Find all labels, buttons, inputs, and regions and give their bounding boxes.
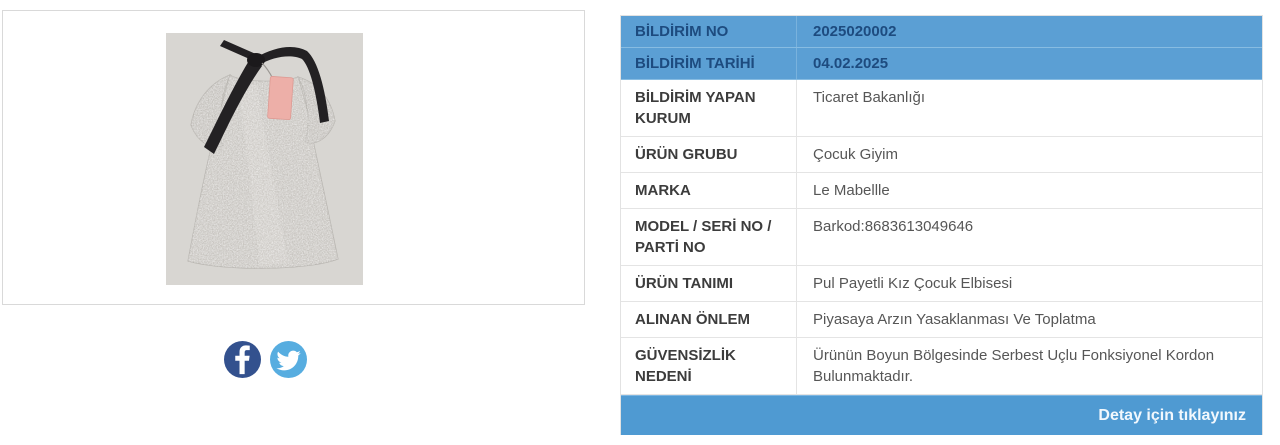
- recall-table: [620, 15, 1263, 435]
- row-label: BİLDİRİM YAPAN KURUM: [635, 89, 756, 127]
- row-label: ÜRÜN TANIMI: [635, 275, 734, 292]
- row-value: Piyasaya Arzın Yasaklanması Ve Toplatma: [796, 302, 1262, 337]
- social-share-row: [224, 341, 307, 378]
- table-row-bildirim-yapan-kurum: [621, 80, 1262, 137]
- table-row-urun-grubu: [621, 137, 1262, 173]
- product-image-panel: [2, 10, 585, 305]
- dress-illustration: [166, 33, 363, 285]
- table-row-marka: [621, 173, 1262, 209]
- table-row-alinan-onlem: [621, 302, 1262, 338]
- facebook-icon: [224, 341, 261, 378]
- row-value: Le Mabellle: [796, 173, 1262, 208]
- row-value: Ürünün Boyun Bölgesinde Serbest Uçlu Fonksiyonel Kordon Bulunmaktadır.: [796, 338, 1262, 394]
- row-label: MARKA: [635, 182, 691, 199]
- twitter-share-button[interactable]: [270, 341, 307, 378]
- row-label: BİLDİRİM TARİHİ: [635, 55, 755, 72]
- row-label: GÜVENSİZLİK NEDENİ: [635, 347, 736, 385]
- row-value: Pul Payetli Kız Çocuk Elbisesi: [796, 266, 1262, 301]
- row-value: 04.02.2025: [796, 48, 1262, 79]
- detail-link[interactable]: Detay için tıklayınız: [621, 395, 1262, 435]
- table-row-bildirim-tarihi: [621, 48, 1262, 80]
- row-value: Ticaret Bakanlığı: [796, 80, 1262, 136]
- table-row-model-seri-parti-no: [621, 209, 1262, 266]
- row-label: ÜRÜN GRUBU: [635, 146, 738, 163]
- table-row-bildirim-no: [621, 16, 1262, 48]
- row-label: MODEL / SERİ NO / PARTİ NO: [635, 218, 772, 256]
- table-row-urun-tanimi: [621, 266, 1262, 302]
- row-label: ALINAN ÖNLEM: [635, 311, 750, 328]
- facebook-share-button[interactable]: [224, 341, 261, 378]
- row-value: Çocuk Giyim: [796, 137, 1262, 172]
- product-image: [166, 33, 363, 285]
- table-row-guvensizlik-nedeni: [621, 338, 1262, 395]
- row-label: BİLDİRİM NO: [635, 23, 729, 40]
- row-value: 2025020002: [796, 16, 1262, 47]
- twitter-icon: [270, 341, 307, 378]
- row-value: Barkod:8683613049646: [796, 209, 1262, 265]
